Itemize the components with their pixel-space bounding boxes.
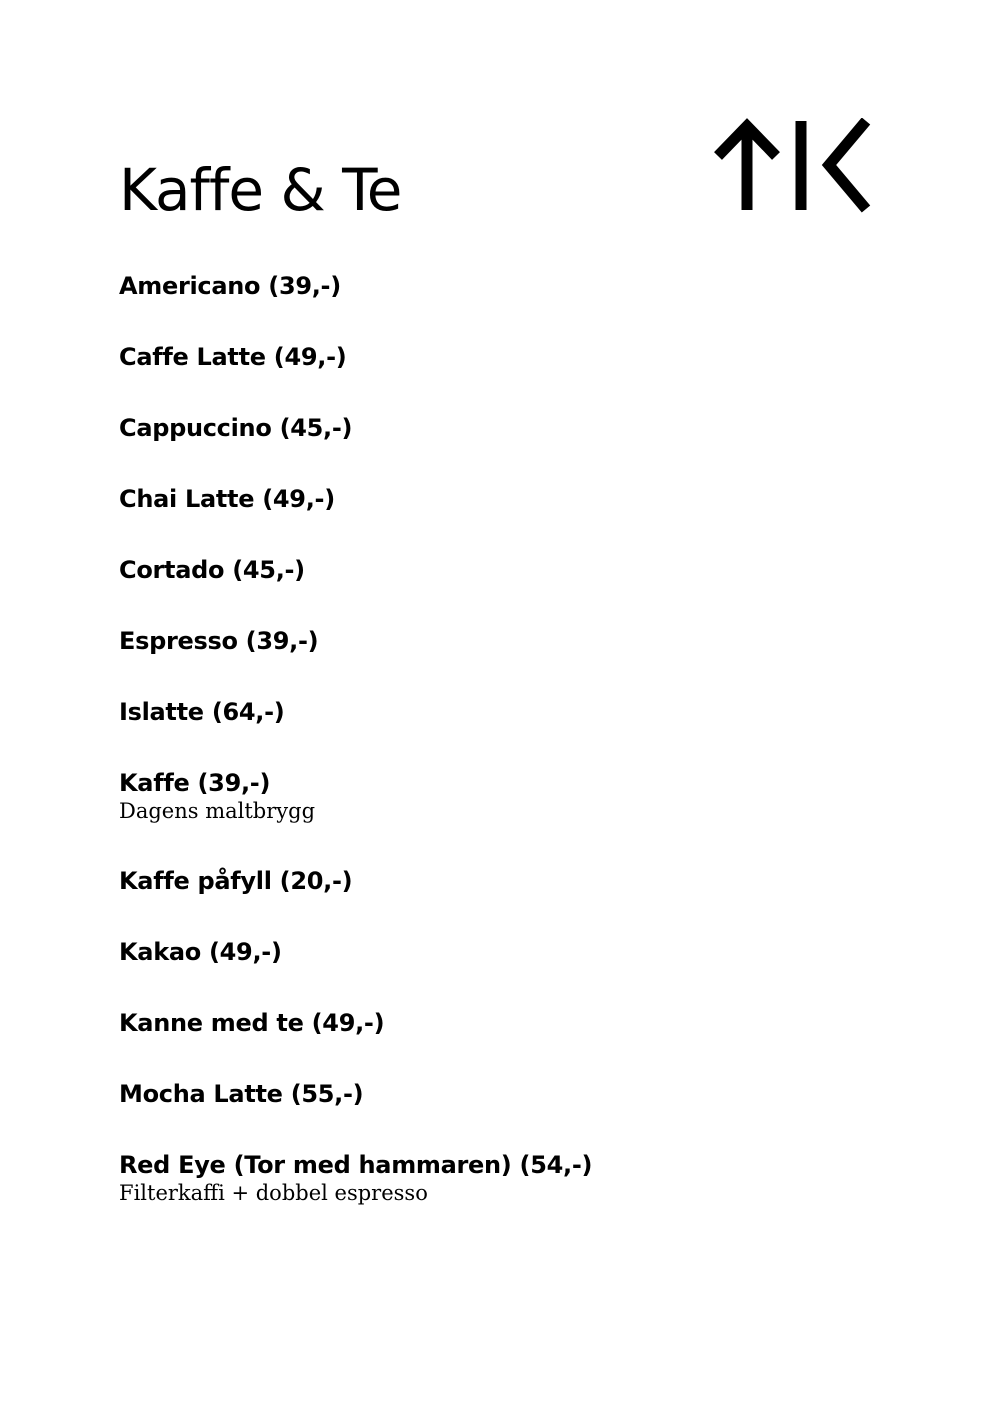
menu-item bbox=[119, 1076, 363, 1112]
page-title: Kaffe & Te bbox=[119, 156, 402, 224]
menu-item-description: Dagens maltbrygg bbox=[119, 799, 316, 823]
runic-logo-icon bbox=[712, 118, 872, 213]
menu-item-title: Cortado (45,-) bbox=[119, 556, 305, 584]
menu-item-title: Chai Latte (49,-) bbox=[119, 485, 335, 513]
menu-item bbox=[119, 765, 315, 825]
menu-item bbox=[119, 410, 352, 446]
menu-item-title: Kakao (49,-) bbox=[119, 938, 282, 966]
menu-item bbox=[119, 1147, 592, 1207]
menu-item bbox=[119, 339, 346, 375]
menu-item bbox=[119, 268, 341, 304]
menu-item bbox=[119, 934, 282, 970]
menu-item bbox=[119, 481, 335, 517]
menu-item-title: Cappuccino (45,-) bbox=[119, 414, 353, 442]
menu-item-title: Kaffe påfyll (20,-) bbox=[119, 867, 353, 895]
menu-item bbox=[119, 1005, 384, 1041]
menu-item-title: Caffe Latte (49,-) bbox=[119, 343, 347, 371]
menu-item-title: Americano (39,-) bbox=[119, 272, 341, 300]
menu-item bbox=[119, 623, 318, 659]
menu-item bbox=[119, 694, 284, 730]
menu-item-title: Espresso (39,-) bbox=[119, 627, 319, 655]
menu-item-description: Filterkaffi + dobbel espresso bbox=[119, 1181, 428, 1205]
menu-item bbox=[119, 863, 352, 899]
menu-item-title: Kanne med te (49,-) bbox=[119, 1009, 385, 1037]
menu-item-title: Mocha Latte (55,-) bbox=[119, 1080, 364, 1108]
menu-item-title: Red Eye (Tor med hammaren) (54,-) bbox=[119, 1151, 593, 1179]
menu-item bbox=[119, 552, 305, 588]
menu-item-title: Kaffe (39,-) bbox=[119, 769, 271, 797]
menu-item-title: Islatte (64,-) bbox=[119, 698, 285, 726]
